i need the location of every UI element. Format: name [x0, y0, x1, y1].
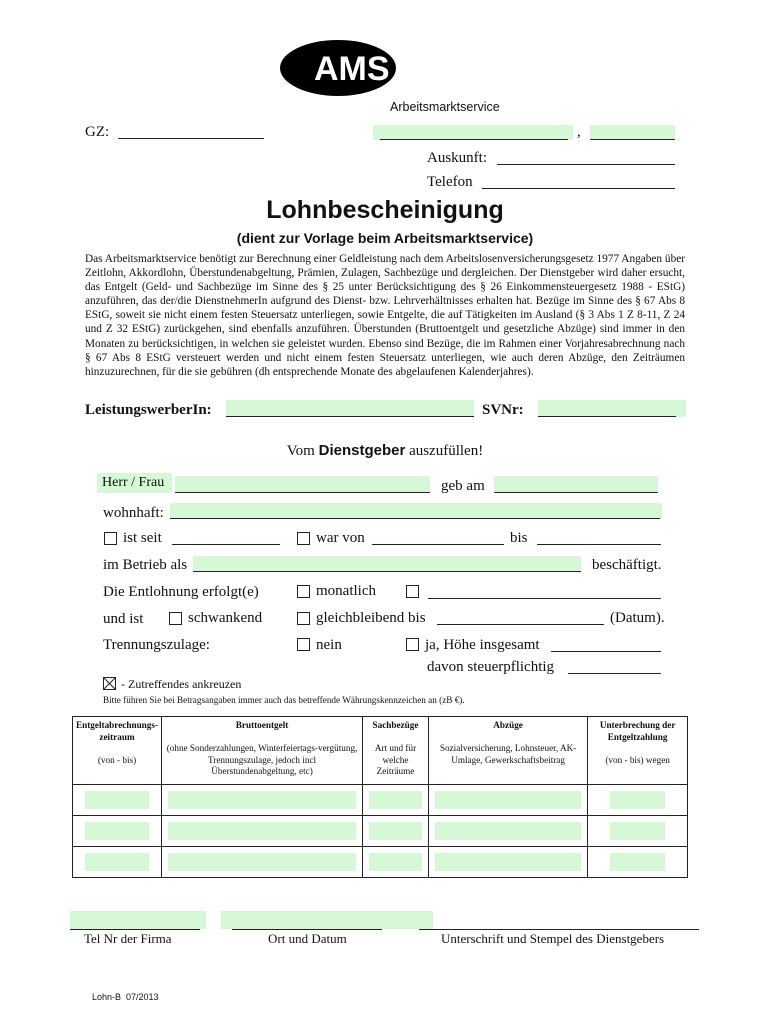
- nein-label: nein: [316, 637, 342, 653]
- header-abzuege: [428, 717, 587, 785]
- ort-field[interactable]: [232, 929, 382, 930]
- tel-label: Tel Nr der Firma: [84, 931, 172, 946]
- gz-label: GZ:: [85, 124, 110, 140]
- cell-brutto[interactable]: [162, 847, 363, 878]
- name-fill[interactable]: [175, 476, 430, 493]
- header-unterbrechung-title: Unterbrechung der Entgeltzahlung: [599, 720, 676, 742]
- ort-label: Ort und Datum: [268, 931, 347, 946]
- earnings-table: [72, 716, 688, 878]
- gleichbleibend-checkbox[interactable]: [297, 612, 310, 625]
- ams-logo-graphic: [280, 38, 430, 98]
- entlohnung-other-checkbox[interactable]: [406, 585, 419, 598]
- header-field-1[interactable]: [380, 139, 568, 140]
- cell-abzuege[interactable]: [428, 847, 587, 878]
- legend-checkbox-crossed: [103, 677, 116, 690]
- cell-zeitraum[interactable]: [73, 816, 162, 847]
- ist-seit-checkbox[interactable]: [104, 532, 117, 545]
- svnr-label: SVNr:: [482, 402, 524, 418]
- name-field[interactable]: [175, 492, 430, 493]
- unterschrift-field[interactable]: [419, 929, 699, 930]
- cell-zeitraum[interactable]: [73, 785, 162, 816]
- cell-unterbrechung[interactable]: [588, 816, 688, 847]
- svnr-field[interactable]: [538, 416, 676, 417]
- table-header-row: [73, 717, 688, 785]
- table-row: [73, 847, 688, 878]
- wohnhaft-fill[interactable]: [170, 503, 662, 519]
- waehrung-hint: Bitte führen Sie bei Betragsangaben immer auch das betreffende Währungskennzeichen an (zB €).: [103, 695, 465, 705]
- tel-field[interactable]: [70, 929, 200, 930]
- ort-fill[interactable]: [221, 911, 433, 929]
- im-betrieb-label: im Betrieb als: [103, 557, 188, 573]
- header-abzuege-title: Abzüge: [493, 720, 523, 730]
- header-sachbezuege-sub: Art und für welche Zeiträume: [374, 743, 417, 776]
- header-unterbrechung: [588, 717, 688, 785]
- cell-sachbezuege[interactable]: [363, 816, 429, 847]
- davon-label: davon steuerpflichtig: [427, 659, 555, 675]
- header-brutto-sub: (ohne Sonderzahlungen, Winterfeiertags-vergütung, Trennungszulage, jedoch incl Überstundenabgeltung, etc): [166, 743, 358, 776]
- schwankend-checkbox[interactable]: [169, 612, 182, 625]
- header-brutto-title: Bruttoentgelt: [235, 720, 289, 730]
- employer-note: [0, 442, 770, 460]
- svnr-fill[interactable]: [538, 400, 686, 417]
- ja-hoehe-field[interactable]: [551, 651, 661, 652]
- cell-zeitraum[interactable]: [73, 847, 162, 878]
- cell-sachbezuege[interactable]: [363, 847, 429, 878]
- header-brutto: [162, 717, 363, 785]
- header-comma: ,: [577, 124, 581, 140]
- auskunft-label: Auskunft:: [427, 150, 487, 166]
- table-row: [73, 785, 688, 816]
- cell-abzuege[interactable]: [428, 816, 587, 847]
- im-betrieb-fill[interactable]: [193, 556, 581, 572]
- entlohnung-label: Die Entlohnung erfolgt(e): [103, 584, 259, 600]
- monatlich-label: monatlich: [316, 583, 376, 599]
- ams-logo-text: AMS: [314, 50, 390, 88]
- cell-unterbrechung[interactable]: [588, 785, 688, 816]
- unterschrift-label: Unterschrift und Stempel des Dienstgebers: [441, 931, 665, 946]
- cell-abzuege[interactable]: [428, 785, 587, 816]
- leistungswerber-fill[interactable]: [226, 400, 474, 417]
- cell-brutto[interactable]: [162, 785, 363, 816]
- telefon-label: Telefon: [427, 174, 473, 190]
- employer-note-prefix: Vom: [286, 443, 315, 459]
- cell-sachbezuege[interactable]: [363, 785, 429, 816]
- cell-unterbrechung[interactable]: [588, 847, 688, 878]
- header-unterbrechung-sub: (von - bis) wegen: [605, 754, 670, 765]
- geb-am-field[interactable]: [494, 492, 658, 493]
- header-sachbezuege: [363, 717, 429, 785]
- nein-checkbox[interactable]: [297, 638, 310, 651]
- davon-field[interactable]: [568, 673, 661, 674]
- logo-subtitle: Arbeitsmarktservice: [390, 100, 500, 114]
- ja-hoehe-label: ja, Höhe insgesamt: [425, 637, 540, 653]
- telefon-field[interactable]: [482, 188, 675, 189]
- leistungswerber-field[interactable]: [226, 416, 474, 417]
- beschaeftigt-label: beschäftigt.: [592, 557, 662, 573]
- header-field-2-fill[interactable]: [590, 125, 675, 140]
- intro-text: Das Arbeitsmarktservice benötigt zur Berechnung einer Geldleistung nach dem Arbeitslosenversicherungsgesetz 1977 Angaben über Zeitlohn, Akkordlohn, Überstundenabgeltung, Prämien, Zulagen, Sachbezüge und dergleichen. Der Dienstgeber wird daher ersucht, das Entgelt (Geld- und Sachbezüge im Sinne des § 25 unter Berücksichtigung des § 26 Einkommensteuergesetz 1988 - EStG) anzuführen, das der/die DienstnehmerIn aufgrund des Dienst- bzw. Lehrverhältnisses erhalten hat. Bezüge im Sinne des § 67 Abs 8 EStG, soweit sie nicht einem festen Steuersatz unterliegen, sowie Entgelte, die auf Tätigkeiten im Ausland (§ 3 Abs 1 Z 8-11, Z 24 und Z 32 EStG) zurückgehen, sind ebenfalls anzuführen. Überstunden (Bruttoentgelt und gesetzliche Abzüge) sind immer in den Monaten zu berücksichtigen, in welchen sie geleistet wurden. Ebenso sind Bezüge, die im Rahmen einer Vorjahresabrechnung nach § 67 Abs 8 EStG versteuert werden und nicht einem festen Steuersatz unterliegen, wie auch deren Abzüge, den Zeiträumen hinzuzurechnen, für die sie gebühren (dh entsprechende Monate des abgelaufenen Kalenderjahres).: [85, 253, 685, 378]
- im-betrieb-field[interactable]: [193, 571, 581, 572]
- employer-note-emph: Dienstgeber: [318, 442, 406, 459]
- wohnhaft-label: wohnhaft:: [103, 505, 164, 521]
- ams-logo: [280, 38, 430, 98]
- cross-icon: [104, 678, 115, 689]
- gleichbleibend-label: gleichbleibend bis: [316, 610, 426, 626]
- header-field-2[interactable]: [590, 139, 675, 140]
- herr-frau-label: Herr / Frau: [102, 475, 165, 490]
- gz-field[interactable]: [118, 138, 264, 139]
- datum-label: (Datum).: [610, 610, 665, 626]
- leistungswerber-label: LeistungswerberIn:: [85, 402, 212, 418]
- ist-seit-field[interactable]: [172, 544, 280, 545]
- form-code: Lohn-B 07/2013: [92, 992, 159, 1002]
- war-von-label: war von: [316, 530, 365, 546]
- monatlich-checkbox[interactable]: [297, 585, 310, 598]
- bis-field[interactable]: [537, 544, 661, 545]
- entlohnung-other-field[interactable]: [428, 598, 661, 599]
- header-zeitraum-sub: (von - bis): [97, 754, 137, 765]
- page-title: Lohnbescheinigung: [266, 196, 504, 224]
- header-zeitraum-title: Entgeltabrechnungs-zeitraum: [76, 720, 159, 742]
- schwankend-label: schwankend: [188, 610, 263, 626]
- geb-am-fill[interactable]: [494, 476, 658, 493]
- header-abzuege-sub: Sozialversicherung, Lohnsteuer, AK-Umlage, Gewerkschaftsbeitrag: [439, 743, 577, 765]
- header-sachbezuege-title: Sachbezüge: [372, 720, 419, 730]
- table-row: [73, 816, 688, 847]
- bis-label: bis: [510, 530, 528, 546]
- gleichbleibend-field[interactable]: [437, 624, 604, 625]
- header-zeitraum: [73, 717, 162, 785]
- trennungszulage-label: Trennungszulage:: [103, 637, 210, 653]
- zutreffendes-label: - Zutreffendes ankreuzen: [121, 677, 242, 691]
- auskunft-field[interactable]: [497, 164, 675, 165]
- employer-note-suffix: auszufüllen!: [409, 443, 484, 459]
- header-field-1-fill[interactable]: [373, 125, 573, 140]
- page-subtitle: (dient zur Vorlage beim Arbeitsmarktservice): [236, 230, 534, 246]
- ist-seit-label: ist seit: [123, 530, 162, 546]
- war-von-field[interactable]: [372, 544, 504, 545]
- geb-am-label: geb am: [441, 478, 485, 494]
- ja-checkbox[interactable]: [406, 638, 419, 651]
- wohnhaft-field[interactable]: [170, 518, 660, 519]
- cell-brutto[interactable]: [162, 816, 363, 847]
- und-ist-label: und ist: [103, 611, 144, 627]
- tel-fill[interactable]: [70, 911, 206, 929]
- war-von-checkbox[interactable]: [297, 532, 310, 545]
